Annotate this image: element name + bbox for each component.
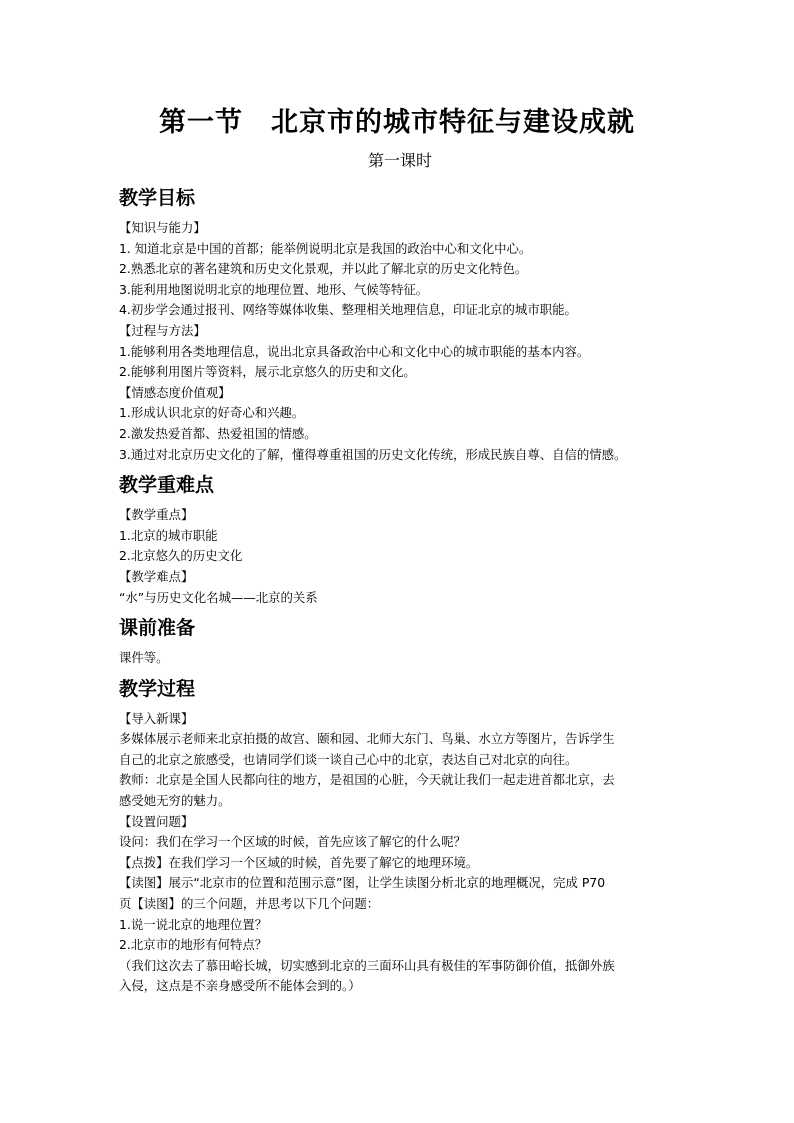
text-line: 教师：北京是全国人民都向往的地方，是祖国的心脏，今天就让我们一起走进首都北京，去	[119, 772, 615, 788]
section-heading: 课前准备	[119, 617, 196, 640]
section-process	[119, 675, 689, 997]
section-heading: 教学目标	[119, 187, 196, 209]
page-title: 第一节 北京市的城市特征与建设成就	[159, 107, 635, 138]
text-line: 1.北京的城市职能	[119, 527, 218, 543]
section-objectives	[119, 184, 689, 465]
text-line: 多媒体展示老师来北京拍摄的故宫、颐和园、北师大东门、鸟巢、水立方等图片，告诉学生	[119, 731, 615, 747]
section-preparation	[119, 614, 689, 669]
text-line: 3.通过对北京历史文化的了解，懂得尊重祖国的历史文化传统，形成民族自尊、自信的情感。	[119, 446, 627, 462]
text-line: 2.激发热爱首都、热爱祖国的情感。	[119, 425, 317, 441]
text-line: 页【读图】的三个问题，并思考以下几个问题：	[119, 896, 380, 912]
section-heading: 教学过程	[119, 677, 196, 700]
text-line: 2.熟悉北京的著名建筑和历史文化景观，并以此了解北京的历史文化特色。	[119, 261, 528, 277]
text-line: 3.能利用地图说明北京的地理位置、地形、气候等特征。	[119, 281, 429, 297]
text-line: 【情感态度价值观】	[119, 384, 231, 400]
text-line: 设问：我们在学习一个区域的时候，首先应该了解它的什么呢？	[119, 834, 466, 850]
page-subtitle: 第一课时	[367, 151, 432, 170]
document-body	[119, 184, 689, 997]
section-heading: 教学重难点	[119, 474, 215, 497]
section-key-points	[119, 471, 689, 608]
text-line: （我们这次去了慕田峪长城，切实感到北京的三面环山具有极佳的军事防御价值，抵御外族	[119, 957, 615, 973]
text-line: 2.北京悠久的历史文化	[119, 548, 243, 564]
text-line: 2.能够利用图片等资料，展示北京悠久的历史和文化。	[119, 364, 416, 380]
text-line: “水”与历史文化名城——北京的关系	[119, 589, 318, 605]
text-line: 课件等。	[119, 650, 169, 666]
text-line: 入侵，这点是不亲身感受所不能体会到的。）	[119, 978, 361, 994]
text-line: 【过程与方法】	[119, 322, 206, 338]
text-line: 【设置问题】	[119, 813, 194, 829]
text-line: 1.说一说北京的地理位置？	[119, 916, 268, 932]
text-line: 【读图】展示“北京市的位置和范围示意”图，让学生读图分析北京的地理概况，完成 P70	[119, 875, 606, 891]
text-line: 【导入新课】	[119, 710, 194, 726]
text-line: 1. 知道北京是中国的首都；能举例说明北京是我国的政治中心和文化中心。	[119, 240, 532, 256]
text-line: 自己的北京之旅感受，也请同学们谈一谈自己心中的北京，表达自己对北京的向往。	[119, 751, 578, 767]
text-line: 感受她无穷的魅力。	[119, 793, 231, 809]
text-line: 1.能够利用各类地理信息，说出北京具备政治中心和文化中心的城市职能的基本内容。	[119, 343, 590, 359]
text-line: 2.北京市的地形有何特点？	[119, 937, 268, 953]
text-line: 1.形成认识北京的好奇心和兴趣。	[119, 405, 305, 421]
text-line: 【点拨】在我们学习一个区域的时候，首先要了解它的地理环境。	[119, 854, 479, 870]
text-line: 【教学重点】	[119, 507, 194, 523]
text-line: 【知识与能力】	[119, 220, 206, 235]
text-line: 【教学难点】	[119, 568, 194, 584]
text-line: 4.初步学会通过报刊、网络等媒体收集、整理相关地理信息，印证北京的城市职能。	[119, 302, 577, 318]
